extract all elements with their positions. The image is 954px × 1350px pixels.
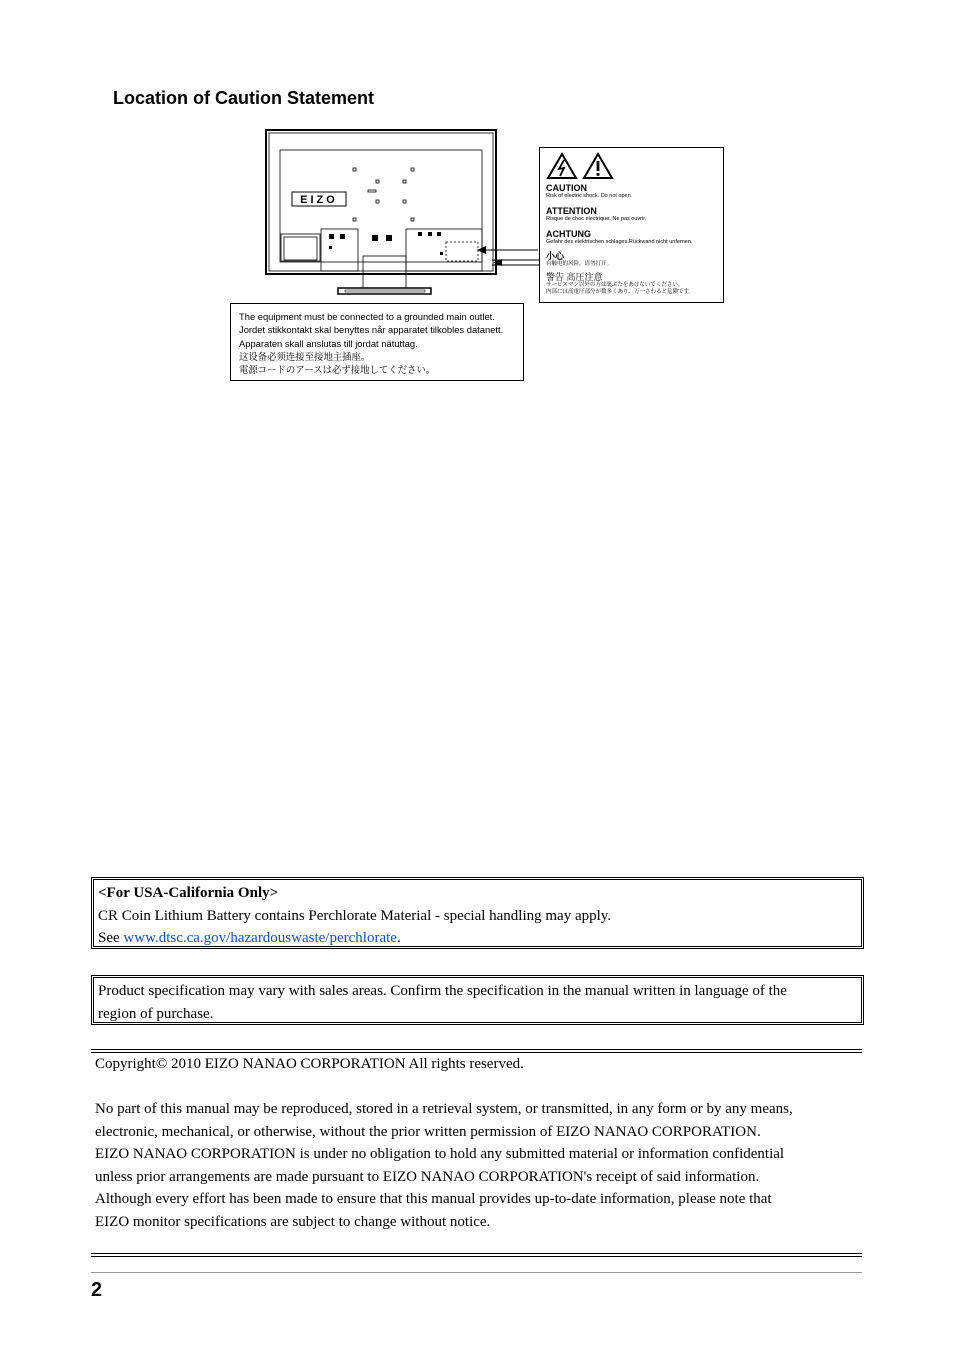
caution-label xyxy=(539,147,724,303)
perchlorate-link[interactable]: www.dtsc.ca.gov/hazardouswaste/perchlorate xyxy=(123,930,397,946)
spec-line: Product specification may vary with sales areas. Confirm the specification in the manual written in language of the xyxy=(98,983,787,999)
ground-label-line: 这设备必须连接至接地主插座。 xyxy=(239,350,371,362)
legal-line: EIZO monitor specifications are subject to change without notice. xyxy=(95,1213,491,1230)
spec-line: region of purchase. xyxy=(98,1005,214,1022)
california-notice xyxy=(91,877,864,949)
copyright-notice: Copyright© 2010 EIZO NANAO CORPORATION All rights reserved. xyxy=(95,1056,524,1072)
ground-label-line: 電源コードのアースは必ず接地してください。 xyxy=(239,364,436,376)
legal-paragraph xyxy=(95,1098,860,1233)
japanese-text: サービスマン以外の方は裏ぶたをあけないでください。 xyxy=(546,282,684,288)
legal-line: EIZO NANAO CORPORATION is under no obligation to hold any submitted material or information confidential xyxy=(95,1146,785,1162)
specification-notice xyxy=(91,975,864,1025)
svg-text:EIZO: EIZO xyxy=(300,194,338,206)
attention-text: Risque de choc electrique. Ne pas ouvrir. xyxy=(546,216,647,222)
california-see-line: See www.dtsc.ca.gov/hazardouswaste/perchlorate. xyxy=(98,930,401,946)
footer-rule xyxy=(91,1272,862,1273)
stand-base xyxy=(338,288,431,294)
achtung-title: ACHTUNG xyxy=(546,229,591,239)
legal-line: No part of this manual may be reproduced, stored in a retrieval system, or transmitted, in any form or by any means, xyxy=(95,1101,793,1117)
exclamation-warning-icon xyxy=(582,152,614,180)
japanese-title: 警告 高圧注意 xyxy=(546,272,603,282)
legal-line: electronic, mechanical, or otherwise, without the prior written permission of EIZO NANAO CORPORATION. xyxy=(95,1123,761,1140)
caution-title: CAUTION xyxy=(546,183,587,193)
ground-label-line: The equipment must be connected to a grounded main outlet. xyxy=(239,311,495,322)
legal-line: Although every effort has been made to ensure that this manual provides up-to-date information, please note that xyxy=(95,1191,772,1207)
japanese-text: 内部には高電圧部分が数多くあり、万一さわると危険です。 xyxy=(546,289,695,295)
left-panel xyxy=(281,234,320,261)
ground-label-line: Jordet stikkontakt skal benyttes når apparatet tilkobles datanett. xyxy=(239,324,504,336)
stand-neck xyxy=(363,256,406,288)
ground-label-line: Apparaten skall anslutas till jordat nätuttag. xyxy=(239,337,418,349)
page-number: 2 xyxy=(91,1279,103,1301)
divider xyxy=(91,1253,862,1257)
caution-location-marker xyxy=(446,242,478,261)
legal-line: unless prior arrangements are made pursuant to EIZO NANAO CORPORATION's receipt of said information. xyxy=(95,1168,760,1185)
section-heading: Location of Caution Statement xyxy=(113,88,374,108)
california-line: CR Coin Lithium Battery contains Perchlorate Material - special handling may apply. xyxy=(98,907,612,924)
electric-shock-warning-icon xyxy=(546,152,578,180)
ground-warning-label xyxy=(230,303,524,381)
chinese-text: 有触电的风险，请勿打开。 xyxy=(546,261,613,267)
eizo-logo xyxy=(292,192,346,206)
achtung-text: Gefahr des elektrischen schlages.Rückwand nicht unfernen. xyxy=(546,239,693,245)
caution-text: Risk of electric shock. Do not open. xyxy=(546,193,633,199)
california-title: <For USA-California Only> xyxy=(98,885,279,901)
attention-title: ATTENTION xyxy=(546,206,597,216)
chinese-title: 小心 xyxy=(546,251,565,261)
